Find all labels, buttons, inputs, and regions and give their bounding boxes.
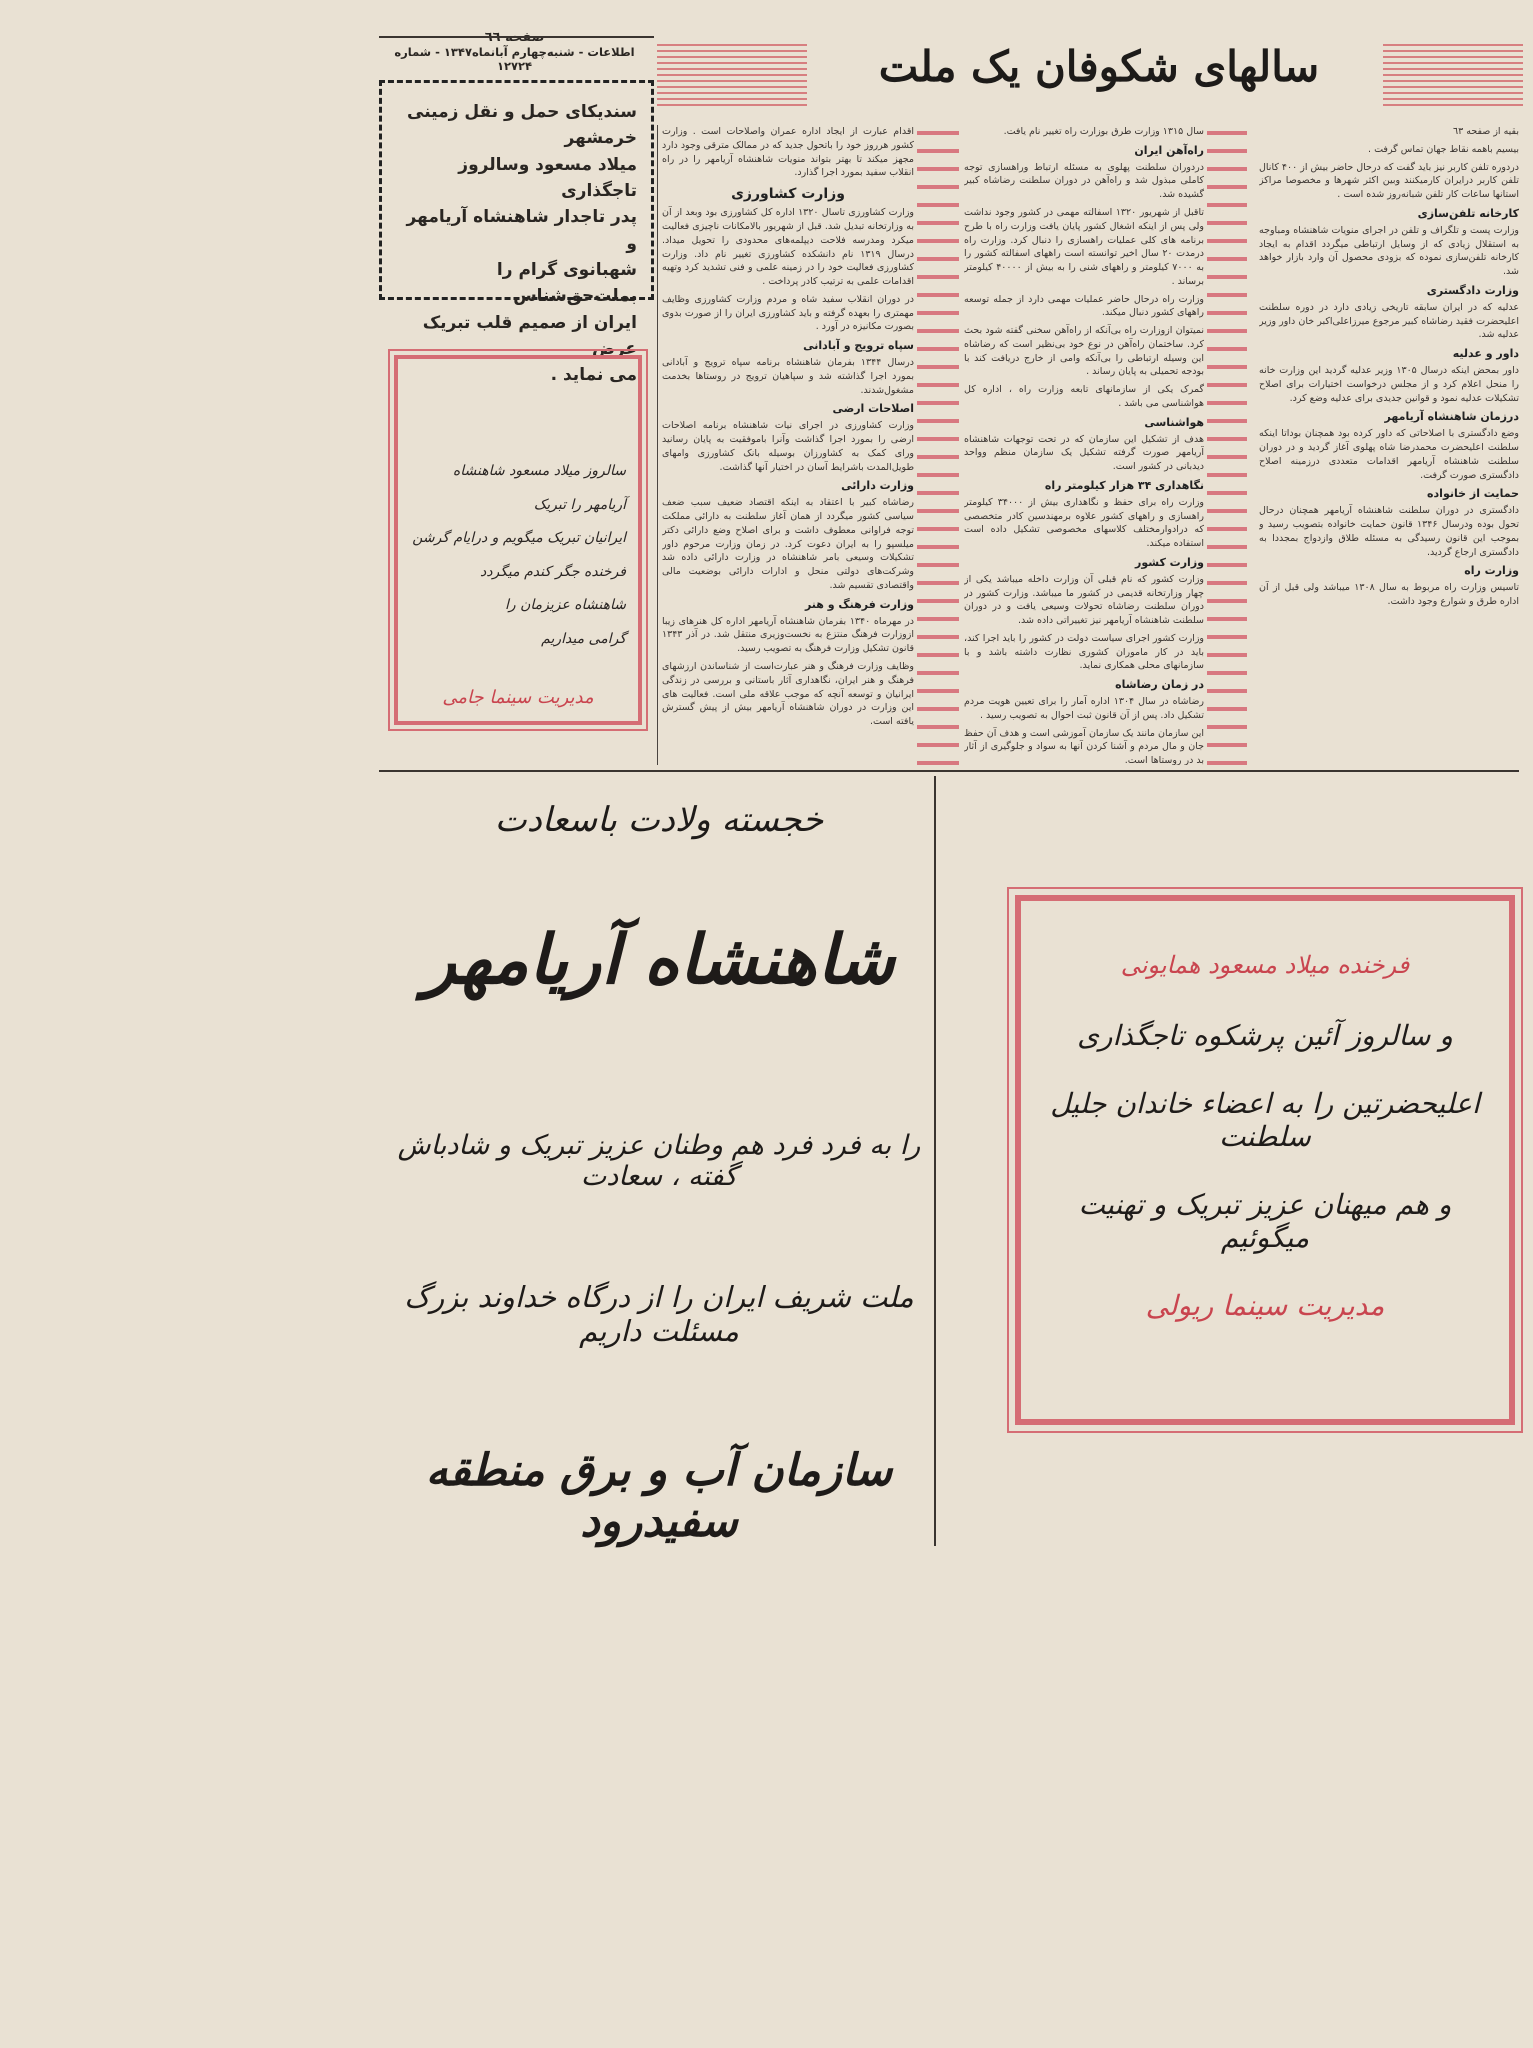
section-heading: وزارت دادگستری xyxy=(1426,283,1519,297)
paragraph: وزارت راه درحال حاضر عملیات مهمی دارد از جمله توسعه راههای کشور دنبال میکند. xyxy=(964,293,1204,319)
ad-line: سالروز میلاد مسعود شاهنشاه آریامهر را تبریک xyxy=(452,463,626,513)
title-stripe-right xyxy=(1383,44,1523,108)
article-column-1 xyxy=(662,125,914,765)
paragraph: رضاشاه کبیر با اعتقاد به اینکه اقتصاد ضعیف سبب ضعف سیاسی کشور میگردد از همان آغاز سلطنت به دارائی مملکت توجه فراوانی معطوف داشت و برای اصلاح وضع دارائی دکتر میلسپو را به ایران دعوت کرد. در زمان وزارت مرحوم داور تشکیلات وسیعی بامر شاهنشاه در وزارت دارائی داده شد وشرکت‌های دولتی منحل و ادارات دارائی بوضعیت مالی واقتصادی تقسیم شد. xyxy=(662,497,914,592)
header-rule xyxy=(379,36,654,38)
paragraph: دادگستری در دوران سلطنت شاهنشاه آریامهر همچنان درحال تحول بوده ودرسال ۱۳۴۶ قانون حمایت خانواده بتصویب رسید و بموجب این قانون رسیدگی به مسئله طلاق وازدواج بمجددا به دادگستری ارجاع گردید. xyxy=(1259,505,1519,558)
section-heading: وزارت کشور xyxy=(1135,555,1204,569)
paragraph: بقیه از صفحه ٦٣ xyxy=(1452,126,1519,137)
page-title: سالهای شکوفان یک ملت xyxy=(878,42,1320,91)
ad-cinema-jami xyxy=(394,355,642,725)
title-stripe-left xyxy=(657,44,807,108)
paragraph: تاسیس وزارت راه مربوط به سال ۱۳۰۸ میباشد ولی قبل از آن اداره طرق و شوارع وجود داشت. xyxy=(1259,582,1519,607)
paragraph: وزارت کشور که نام قبلی آن وزارت داخله میباشد یکی از چهار وزارتخانه قدیمی در کشور ما میباشد. وزارت کشور در دوران سلطنت رضاشاه تحولات وسیعی یافت و در دوران سلطنت شاهنشاه آریامهر نیز تغییراتی داده شد. xyxy=(964,573,1204,627)
paragraph: اقدام عبارت از ایجاد اداره عمران واصلاحات است . وزارت کشور هرروز خود را باتحول جدید که در ممالک مترقی وجود دارد مجهز میکند تا بهتر بتواند منویات شاهنشاه آریامهر را در راه انقلاب سفید بمورد اجرا گذارد. xyxy=(662,126,914,179)
section-heading: راه‌آهن ایران xyxy=(1134,143,1204,157)
paragraph: عدلیه که در ایران سابقه تاریخی زیادی دارد در دوره سلطنت اعلیحضرت فقید رضاشاه کبیر مرجوع میرزاعلی‌اکبر خان داور وزیر عدلیه شد. xyxy=(1259,301,1519,341)
section-heading: داور و عدلیه xyxy=(1452,347,1519,361)
ornament-strip-right xyxy=(1207,125,1247,765)
paragraph: وزارت راه برای حفظ و نگاهداری بیش از ۳۴۰۰۰ کیلومتر راهسازی و راههای کشور علاوه برمهندسین کادر متخصصی که درادوارمختلف کلاسهای مخصوصی تشکیل داده است استفاده میکند. xyxy=(964,496,1204,550)
ad-line-greeting: را به فرد فرد هم وطنان عزیز تبریک و شادباش گفته ، سعادت xyxy=(397,1130,921,1192)
ad-signature: مدیریت سینما ریولی xyxy=(1145,1289,1385,1322)
ad-line: و سالروز آئین پرشکوه تاجگذاری xyxy=(1077,1019,1453,1052)
article-column-2 xyxy=(964,125,1204,765)
column-divider xyxy=(657,125,658,765)
ad-line: ایرانیان تبریک میگویم و درایام گرشن xyxy=(412,530,626,547)
ad-line: اعلیحضرتین را به اعضاء خاندان جلیل سلطنت xyxy=(1050,1087,1480,1153)
section-heading: وزارت فرهنگ و هنر xyxy=(804,597,914,611)
issue-info: اطلاعات - شنبه‌چهارم آبانماه۱۳۴۷ - شماره ۱۲۷۲۴ xyxy=(394,45,635,73)
section-heading: درزمان شاهنشاه آریامهر xyxy=(1384,410,1519,424)
section-heading: وزارت راه xyxy=(1464,564,1519,578)
paragraph: تاقبل از شهریور ۱۳۲۰ اسفالته مهمی در کشور وجود نداشت ولی پس از اینکه اشغال کشور پایان یافت وزارت راه با طرح برنامه های کلی عملیات راهسازی را دنبال کرد. وزارت راه درمدت ۲۰ سال اخیر توانسته است راههای اسفالته کشور را به ۷۰۰۰ کیلومتر و راههای شنی را به بیش از ۴۰۰۰۰ کیلومتر برساند . xyxy=(964,207,1204,287)
section-heading: کارخانه تلفن‌سازی xyxy=(1417,206,1519,220)
section-heading: اصلاحات ارضی xyxy=(832,402,914,416)
ad-line: و هم میهنان عزیز تبریک و تهنیت میگوئیم xyxy=(1078,1188,1452,1254)
ad-line: فرخنده میلاد مسعود همایونی xyxy=(1120,951,1410,979)
congrats-box-khorramshahr xyxy=(379,80,654,386)
ornament-strip-left xyxy=(917,125,959,765)
paragraph: داور بمحض اینکه درسال ۱۳۰۵ وزیر عدلیه گردید این وزارت خانه را منحل اعلام کرد و از مجلس درخواست اختیارات برای اصلاح تشکیلات عدلیه نمود و قوانین جدیدی برای عدلیه وضع کرد. xyxy=(1259,365,1519,404)
paragraph: درسال ۱۳۴۴ بفرمان شاهنشاه برنامه سپاه ترویج و آبادانی بمورد اجرا گذاشته شد و سپاهیان ترویج در روستاها بخدمت مشغول‌شدند. xyxy=(662,357,914,396)
ad-line: شاهنشاه عزیزمان را xyxy=(505,597,626,614)
paragraph: وضع دادگستری با اصلاحاتی که داور کرده بود همچنان بوداتا اینکه سلطنت اعلیحضرت محمدرضا شاه پهلوی آغاز گردید و در دوران سلطنت شاهنشاه آریامهر اقدامات متعددی درزمینه اصلاح دادگستری صورت گرفت. xyxy=(1259,428,1519,481)
article-column-3 xyxy=(1259,125,1519,765)
section-heading: در زمان رضاشاه xyxy=(1115,678,1204,692)
ad-line-shahanshah: شاهنشاه آریامهر xyxy=(423,920,895,1000)
box-line: می نماید . xyxy=(550,365,637,386)
section-heading: سپاه ترویج و آبادانی xyxy=(803,339,914,353)
box-line: میلاد مسعود وسالروز تاجگذاری xyxy=(458,154,637,202)
paragraph: این سازمان مانند یک سازمان آموزشی است و هدف آن حفظ جان و مال مردم و آشنا کردن آنها به سواد و جلوگیری از آثار بد در روستاها است. xyxy=(964,727,1204,765)
section-heading: وزارت کشاورزی xyxy=(731,186,845,203)
paragraph: وزارت کشاورزی تاسال ۱۳۲۰ اداره کل کشاورزی بود وبعد از آن به وزارتخانه تبدیل شد. قبل از شهریور بالامکانات ناچیزی فعالیت میکرد ومدرسه فلاحت دیپلمه‌های محدودی را تحویل میداد. درسال ۱۳۱۹ نام دانشکده کشاورزی تغییر نام داد. وزارت کشاورزی فعالیت خود را در زمینه علمی و فنی تشدید کرد وتهیه اقدامات علمی به ترتیب کادر پرداخت . xyxy=(662,207,914,288)
paragraph: هدف از تشکیل این سازمان که در تحت توجهات شاهنشاه آریامهر صورت گرفته تشکیل یک سازمان منظم وواحد دیدبانی در کشور است. xyxy=(964,433,1204,473)
box-line: ایران از صمیم قلب تبریک عرض xyxy=(422,312,637,360)
paragraph: نمیتوان ازوزارت راه بی‌آنکه از راه‌آهن سخنی گفته شود بحث کرد. ساختمان راه‌آهن در نوع خود بی‌نظیر است که رضاشاه این وسیله ارتباطی را بی‌آنکه وامی از خارج دریافت کند با بودجه تحمیلی به پایان رساند . xyxy=(964,325,1204,378)
paragraph: بیسیم باهمه نقاط جهان تماس گرفت . xyxy=(1368,143,1519,155)
box-line: سندیکای حمل و نقل زمینی خرمشهر xyxy=(407,102,637,149)
paragraph: در دوران انقلاب سفید شاه و مردم وزارت کشاورزی وظایف مهمتری را بعهده گرفته و باید کشاورزی ایران را از صورت بدوی بصورت مکانیزه در آورد . xyxy=(662,293,914,333)
section-heading: هواشناسی xyxy=(1144,415,1204,429)
paragraph: وزارت کشاورزی در اجرای نیات شاهنشاه برنامه اصلاحات ارضی را بمورد اجرا گذاشت وآنرا باموفقیت به پایان رسانید ورای کمک به کشاورزان بوسیله بانک کشاورزی وامهای طویل‌المدت باشرایط آسان در اختیار آنها گذاشت. xyxy=(662,420,914,473)
box-line: شهبانوی گرام را بملت‌حق‌شناس xyxy=(496,260,637,307)
paragraph: وزارت پست و تلگراف و تلفن در اجرای منویات شاهنشاه ومباوجه به استقلال زیادی که از وسایل ارتباطی میگردد اقدام به ایجاد کارخانه تلفن‌سازی نموده که بزودی محصول آن وارد بازار خواهد شد. xyxy=(1259,224,1519,278)
paragraph: وظایف وزارت فرهنگ و هنر عبارت‌است از شناساندن ارزشهای فرهنگ و هنر ایران، نگاهداری آثار باستانی و بررسی در زندگی ایرانیان و توسعه آنچه که موجب علاقه ملی است. فعالیت های این وزارت در دوران شاهنشاه آریامهر بیش از پیش گسترش یافته است. xyxy=(662,661,914,728)
ad-cinema-rivoli xyxy=(1015,895,1515,1425)
section-rule xyxy=(379,770,1519,772)
paragraph: دردوره تلفن کاربر نیز باید گفت که درحال حاضر بیش از ۴۰۰ کانال تلفن کاربر درایران کارمیکنند وبین اکثر شهرها و مخصوصا مراکز استانها ساعات کار تلفن شبانه‌روز شده است . xyxy=(1259,161,1519,201)
section-heading: حمایت از خانواده xyxy=(1427,487,1519,501)
section-heading: نگاهداری ۳۴ هزار کیلومتر راه xyxy=(1044,478,1204,492)
paragraph: رضاشاه در سال ۱۳۰۴ اداره آمار را برای تعیین هویت مردم تشکیل داد. پس از آن قانون ثبت احوال به تصویب رسید . xyxy=(964,696,1204,721)
ad-line-headline: خجسته ولادت باسعادت xyxy=(494,800,824,840)
box-line: پدر تاجدار شاهنشاه آریامهر و xyxy=(406,207,637,254)
paragraph: دردوران سلطنت پهلوی به مسئله ارتباط وراهسازی توجه کاملی مبذول شد و راه‌آهن در دوران سلطنت رضاشاه کبیر گشیده شد. xyxy=(964,161,1204,201)
ad-signature-water-power: سازمان آب و برق منطقه سفیدرود xyxy=(425,1445,893,1547)
ad-line-wish: ملت شریف ایران را از درگاه خداوند بزرگ مسئلت داریم xyxy=(404,1280,914,1348)
ad-line: فرخنده جگر کندم میگردد xyxy=(480,563,626,580)
ad-line: گرامی میداریم xyxy=(541,630,626,647)
ad-signature: مدیریت سینما جامی xyxy=(442,686,594,708)
paragraph: گمرک یکی از سازمانهای تابعه وزارت راه ، اداره کل هواشناسی می باشد . xyxy=(964,384,1204,409)
paragraph: وزارت کشور اجرای سیاست دولت در کشور را باید اجرا کند، باید در کار ماموران کشوری نظارت داشته باشد و با سازمانهای محلی همکاری نماید. xyxy=(964,632,1204,672)
paragraph: سال ۱۳۱۵ وزارت طرق بوزارت راه تغییر نام یافت. xyxy=(1003,126,1204,137)
paragraph: در مهرماه ۱۳۴۰ بفرمان شاهنشاه آریامهر اداره کل هنرهای زیبا ازوزارت فرهنگ منتزع به نخست‌وزیری منتقل شد. در آذر ۱۳۴۳ قانون تشکیل وزارت فرهنگ به تصویب رسید. xyxy=(662,615,914,655)
bottom-divider xyxy=(934,776,936,1546)
section-heading: وزارت دارائی xyxy=(841,479,914,493)
